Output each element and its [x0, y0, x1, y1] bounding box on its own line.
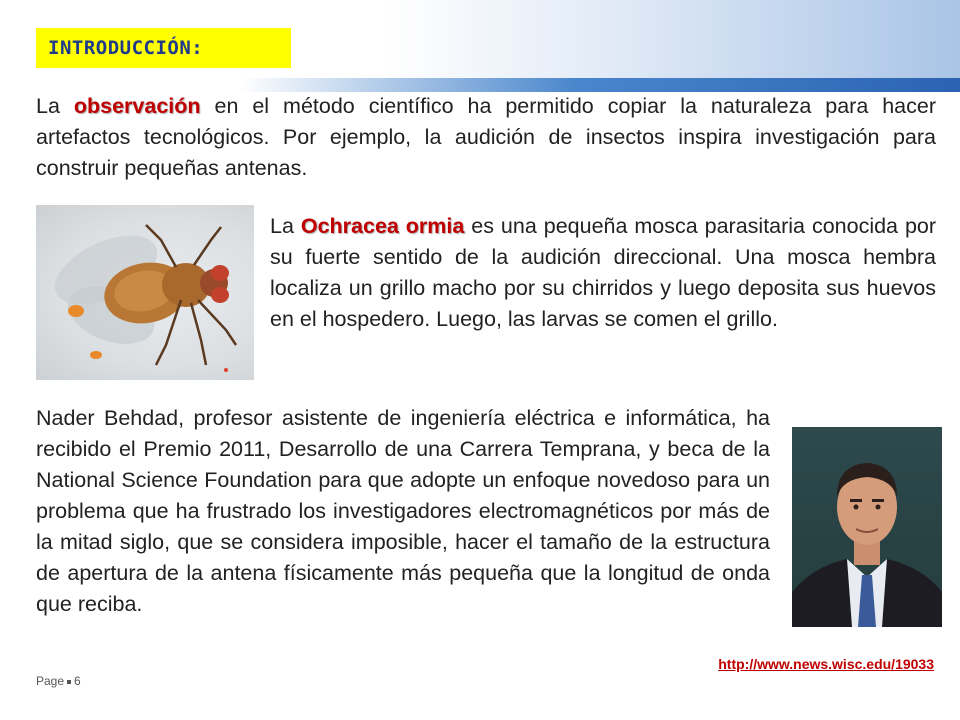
- fly-illustration: [36, 205, 254, 380]
- ormia-rest: es una pequeña mosca parasitaria conocida por su fuerte sentido de la audición direccional. Una mosca hembra localiza un grillo macho por su chirridos y luego deposita sus huevos en el hospedero. Luego, las larvas se comen el grillo.: [270, 214, 937, 331]
- source-link[interactable]: http://www.news.wisc.edu/19033: [718, 656, 934, 672]
- ormia-paragraph: [270, 211, 936, 335]
- intro-rest: en el método científico ha permitido copiar la naturaleza para hacer artefactos tecnológicos. Por ejemplo, la audición de insectos inspira investigación para construir pequeñas antenas.: [36, 94, 937, 180]
- page-label: Page: [36, 674, 65, 688]
- portrait-illustration: [792, 427, 942, 627]
- intro-paragraph: [36, 91, 936, 184]
- page-number-value: 6: [74, 674, 81, 688]
- fly-photo: [36, 205, 254, 380]
- slide-title: INTRODUCCIÓN:: [36, 28, 291, 68]
- highlight-observacion: observación: [73, 94, 201, 118]
- header-rule: [0, 78, 960, 92]
- highlight-ochracea-ormia: Ochracea ormia: [300, 214, 465, 238]
- intro-prefix: La: [36, 94, 74, 118]
- page-number: [36, 674, 81, 688]
- bullet-square-icon: [67, 680, 71, 684]
- portrait-photo: [792, 427, 942, 627]
- behdad-paragraph: Nader Behdad, profesor asistente de ingeniería eléctrica e informática, ha recibido el Premio 2011, Desarrollo de una Carrera Temprana, y beca de la National Science Foundation para que adopte un enfoque novedoso para un problema que ha frustrado los investigadores electromagnéticos por más de la mitad siglo, que se considera imposible, hacer el tamaño de la estructura de apertura de la antena físicamente más pequeña que la longitud de onda que reciba.: [36, 406, 770, 616]
- ormia-prefix: La: [270, 214, 301, 238]
